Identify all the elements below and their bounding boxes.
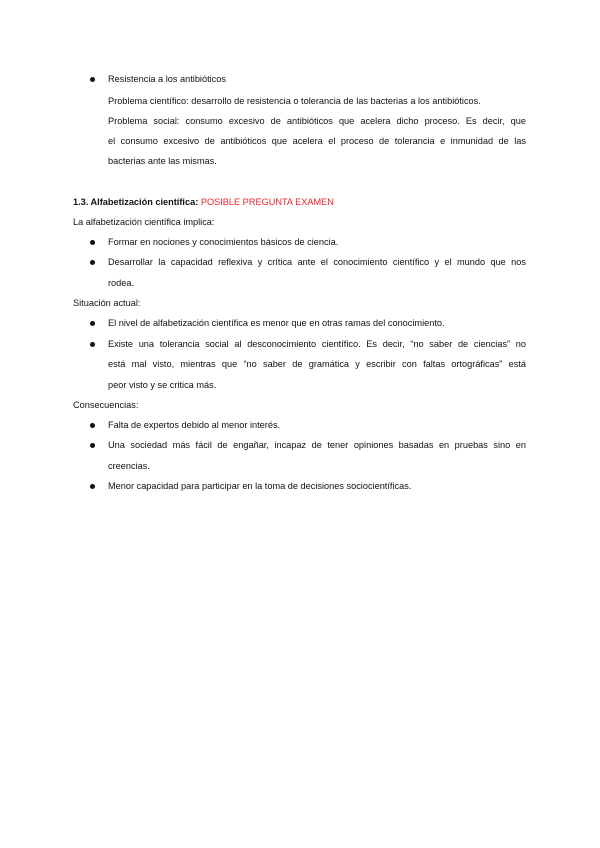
bullet-title-resistencia: Resistencia a los antibióticos [108,74,226,84]
situacion-item-2-line-1: Existe una tolerancia social al desconocimiento científico. Es decir, “no saber de ciencias” no [108,339,526,349]
exam-question-highlight: POSIBLE PREGUNTA EXAMEN [200,197,334,207]
consecuencias-item-2-line-2: creencias. [108,461,150,471]
bullet-icon [90,342,95,347]
situacion-item-2-line-3: peor visto y se critica más. [108,380,217,390]
consecuencias-item-1: Falta de expertos debido al menor interés. [108,420,281,430]
implica-intro: La alfabetización científica implica: [73,217,215,227]
bullet-icon [90,321,95,326]
implica-item-1: Formar en nociones y conocimientos básicos de ciencia. [108,237,339,247]
section-heading [73,196,334,208]
consecuencias-intro: Consecuencias: [73,400,139,410]
bullet-icon [90,77,95,82]
problema-social-line-3: bacterias ante las mismas. [108,156,217,166]
problema-cientifico-line: Problema científico: desarrollo de resistencia o tolerancia de las bacterias a los antibióticos. [108,96,481,106]
bullet-icon [90,423,95,428]
situacion-intro: Situación actual: [73,298,141,308]
section-heading-title: 1.3. Alfabetización científica: [73,197,201,207]
situacion-item-2-line-2: está mal visto, mientras que “no saber de gramática y escribir con faltas ortográficas” está [108,359,526,369]
situacion-item-1: El nivel de alfabetización científica es menor que en otras ramas del conocimiento. [108,318,445,328]
implica-item-2-line-1: Desarrollar la capacidad reflexiva y crítica ante el conocimiento científico y el mundo que nos [108,257,526,267]
bullet-icon [90,260,95,265]
problema-social-line-2: el consumo excesivo de antibióticos que acelera el proceso de tolerancia e inmunidad de las [108,136,526,146]
bullet-icon [90,484,95,489]
consecuencias-item-3: Menor capacidad para participar en la toma de decisiones sociocientíficas. [108,481,412,491]
implica-item-2-line-2: rodea. [108,278,135,288]
consecuencias-item-2-line-1: Una sociedad más fácil de engañar, incapaz de tener opiniones basadas en pruebas sino en [108,440,526,450]
bullet-icon [90,240,95,245]
problema-social-line-1: Problema social: consumo excesivo de antibióticos que acelera dicho proceso. Es decir, que [108,116,526,126]
bullet-icon [90,443,95,448]
